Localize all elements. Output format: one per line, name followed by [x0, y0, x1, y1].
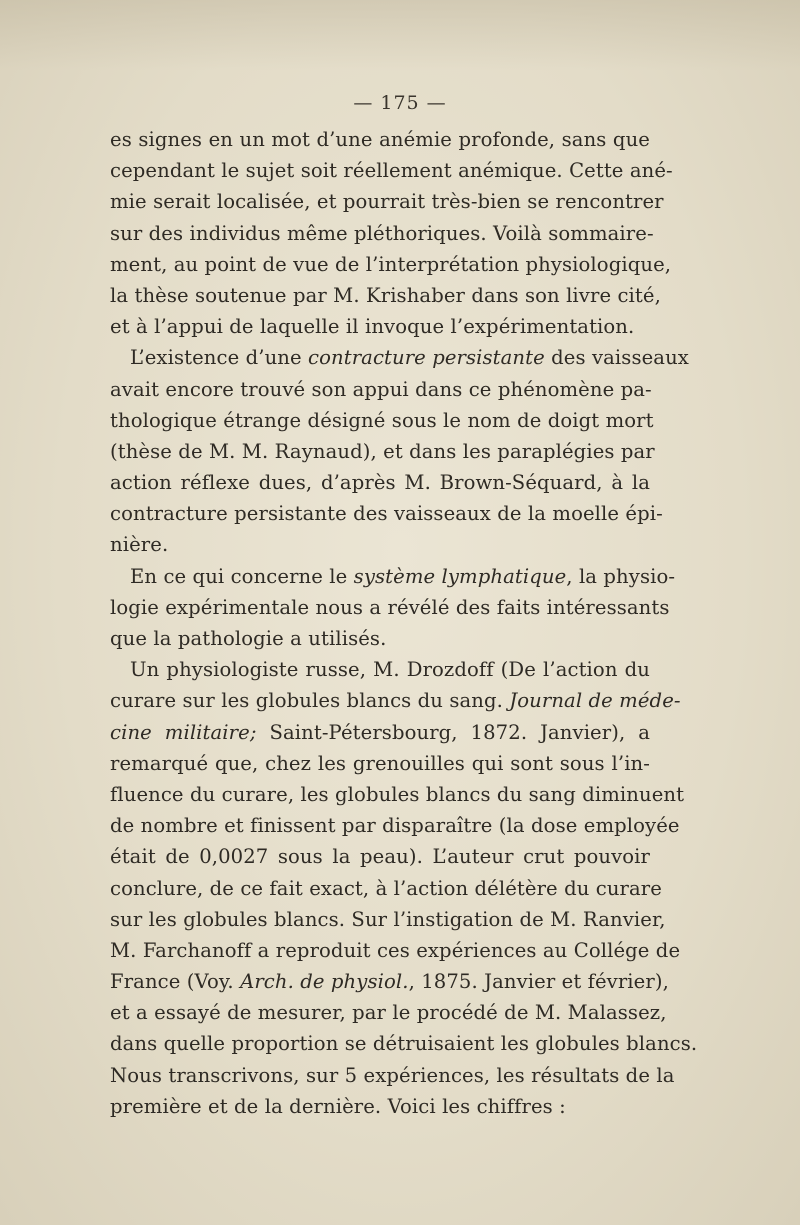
text-segment: , 1875. Janvier et février), — [408, 970, 669, 994]
text-line: Un physiologiste russe, M. Drozdoff (De l’action du — [130, 658, 650, 682]
text-line: la thèse soutenue par M. Krishaber dans son livre cité, — [110, 283, 661, 307]
text-line: avait encore trouvé son appui dans ce phénomène pa- — [110, 377, 652, 401]
text-line: (thèse de M. M. Raynaud), et dans les paraplégies par — [110, 439, 655, 463]
text-line: sur des individus même pléthoriques. Voilà sommaire- — [110, 221, 654, 245]
text-segment: curare sur les globules blancs du sang. — [110, 689, 510, 713]
text-line: et à l’appui de laquelle il invoque l’expérimentation. — [110, 315, 635, 339]
text-line — [110, 966, 669, 997]
text-line: sur les globules blancs. Sur l’instigation de M. Ranvier, — [110, 907, 666, 931]
text-segment: des vaisseaux — [544, 346, 689, 370]
text-line: mie serait localisée, et pourrait très-bien se rencontrer — [110, 190, 664, 214]
text-line: thologique étrange désigné sous le nom de doigt mort — [110, 408, 654, 432]
text-line — [110, 717, 650, 748]
italic-text: contracture persistante — [308, 346, 545, 370]
text-line: ment, au point de vue de l’interprétation physiologique, — [110, 252, 672, 276]
text-line: première et de la dernière. Voici les chiffres : — [110, 1094, 566, 1118]
italic-text: cine militaire; — [110, 720, 257, 744]
text-line: nière. — [110, 533, 169, 557]
text-line: M. Farchanoff a reproduit ces expériences au Collége de — [110, 938, 681, 962]
page-number: — 175 — — [353, 92, 447, 114]
text-line: Nous transcrivons, sur 5 expériences, les résultats de la — [110, 1063, 675, 1087]
text-line: et a essayé de mesurer, par le procédé de M. Malassez, — [110, 1001, 667, 1025]
text-line: cependant le sujet soit réellement anémique. Cette ané- — [110, 159, 673, 183]
text-line: que la pathologie a utilisés. — [110, 627, 387, 650]
text-line: était de 0,0027 sous la peau). L’auteur crut pouvoir — [110, 845, 650, 869]
text-segment: France (Voy. — [110, 970, 241, 994]
text-line: conclure, de ce fait exact, à l’action délétère du curare — [110, 876, 662, 900]
text-line: action réflexe dues, d’après M. Brown-Séquard, à la — [110, 471, 650, 495]
text-line — [110, 561, 676, 592]
italic-text: Journal de méde- — [509, 689, 681, 713]
text-line: contracture persistante des vaisseaux de la moelle épi- — [110, 502, 663, 526]
text-line: logie expérimentale nous a révélé des faits intéressants — [110, 595, 670, 619]
body-text — [110, 124, 698, 1122]
text-segment: , la physio- — [566, 564, 676, 588]
text-line: fluence du curare, les globules blancs du sang diminuent — [110, 782, 685, 806]
text-line: de nombre et finissent par disparaître (la dose employée — [110, 814, 680, 838]
text-line: es signes en un mot d’une anémie profonde, sans que — [110, 128, 650, 151]
text-segment: En ce qui concerne le — [130, 564, 354, 588]
text-segment: L’existence d’une — [130, 346, 309, 370]
text-line: dans quelle proportion se détruisaient les globules blancs. — [110, 1032, 698, 1056]
text-segment: Saint-Pétersbourg, 1872. Janvier), a — [256, 720, 650, 744]
text-line: remarqué que, chez les grenouilles qui sont sous l’in- — [110, 751, 650, 775]
italic-text: Arch. de physiol. — [240, 970, 409, 994]
text-line — [110, 342, 689, 373]
italic-text: système lymphatique — [353, 564, 567, 588]
text-line — [110, 685, 681, 716]
